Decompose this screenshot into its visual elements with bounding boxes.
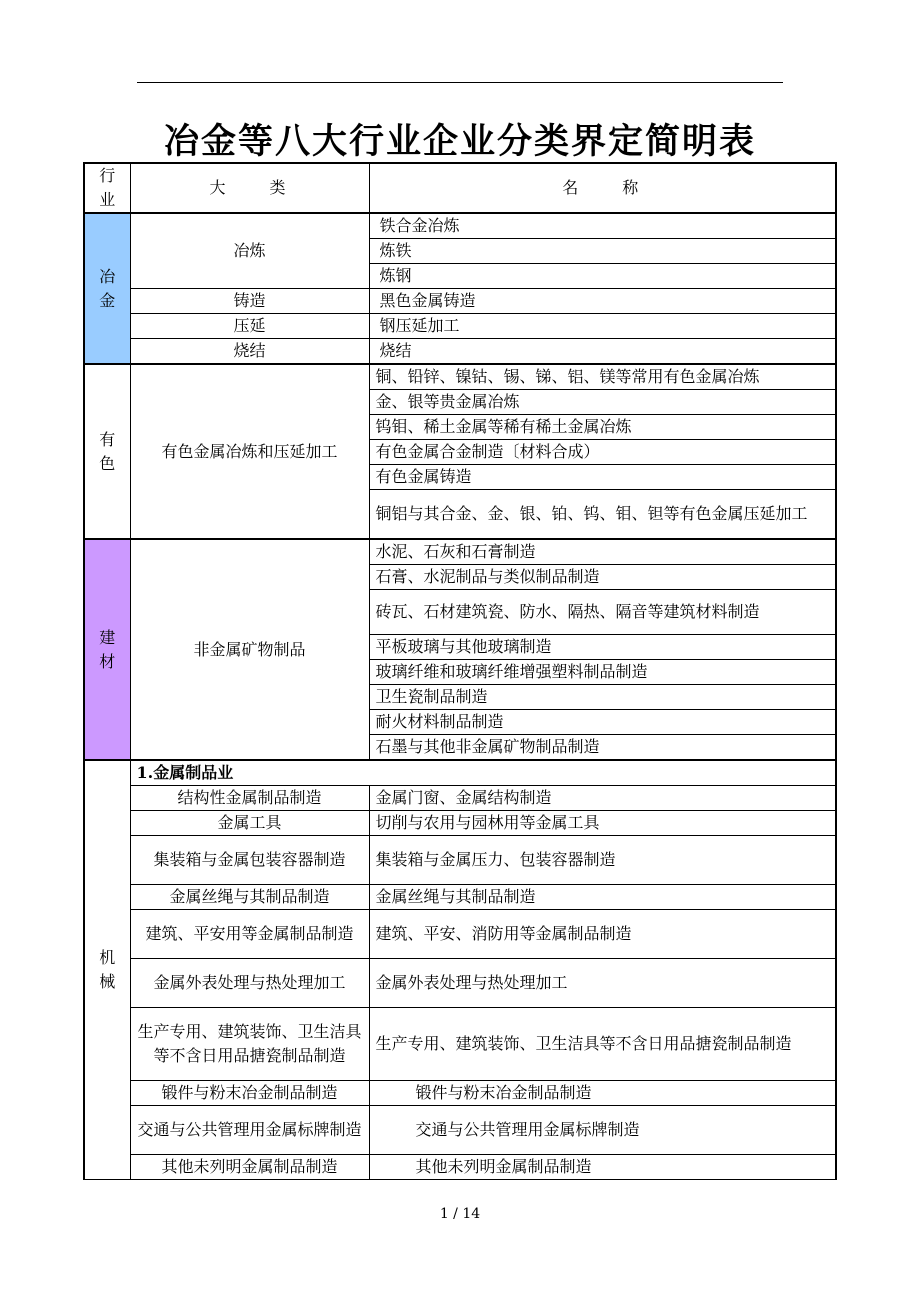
table-row (84, 910, 836, 959)
name-cell: 金属门窗、金属结构制造 (369, 786, 836, 811)
table-row (84, 314, 836, 339)
table-row (84, 1155, 836, 1180)
name-cell: 铜、铅锌、镍钴、锡、锑、铝、镁等常用有色金属冶炼 (369, 364, 836, 390)
table-row (84, 959, 836, 1008)
name-cell: 其他未列明金属制品制造 (369, 1155, 836, 1180)
category-cell: 金属外表处理与热处理加工 (130, 959, 369, 1008)
name-cell: 平板玻璃与其他玻璃制造 (369, 635, 836, 660)
category-cell: 结构性金属制品制造 (130, 786, 369, 811)
header-name: 名 称 (369, 163, 836, 213)
name-cell: 炼钢 (369, 264, 836, 289)
name-cell: 有色金属合金制造〔材料合成） (369, 440, 836, 465)
table-row (84, 811, 836, 836)
category-cell: 生产专用、建筑装饰、卫生洁具等不含日用品搪瓷制品制造 (130, 1008, 369, 1081)
name-cell: 有色金属铸造 (369, 465, 836, 490)
name-cell: 玻璃纤维和玻璃纤维增强塑料制品制造 (369, 660, 836, 685)
name-cell: 金属外表处理与热处理加工 (369, 959, 836, 1008)
table-row (84, 760, 836, 786)
name-cell: 集装箱与金属压力、包装容器制造 (369, 836, 836, 885)
category-cell: 压延 (130, 314, 369, 339)
name-cell: 交通与公共管理用金属标牌制造 (369, 1106, 836, 1155)
name-cell: 铁合金冶炼 (369, 213, 836, 239)
name-cell: 石墨与其他非金属矿物制品制造 (369, 735, 836, 761)
name-cell: 钨钼、稀土金属等稀有稀土金属冶炼 (369, 415, 836, 440)
name-cell: 切削与农用与园林用等金属工具 (369, 811, 836, 836)
table-row (84, 339, 836, 365)
industry-metallurgy: 冶金 (84, 213, 130, 364)
table-row (84, 1106, 836, 1155)
name-cell: 锻件与粉末冶金制品制造 (369, 1081, 836, 1106)
category-cell: 交通与公共管理用金属标牌制造 (130, 1106, 369, 1155)
name-cell: 石膏、水泥制品与类似制品制造 (369, 565, 836, 590)
category-cell: 非金属矿物制品 (130, 539, 369, 760)
category-cell: 有色金属冶炼和压延加工 (130, 364, 369, 539)
category-cell: 其他未列明金属制品制造 (130, 1155, 369, 1180)
name-cell: 砖瓦、石材建筑瓷、防水、隔热、隔音等建筑材料制造 (369, 590, 836, 635)
table-row (84, 1008, 836, 1081)
table-row (84, 364, 836, 390)
table-row (84, 213, 836, 239)
name-cell: 烧结 (369, 339, 836, 365)
table-row (84, 885, 836, 910)
name-cell: 钢压延加工 (369, 314, 836, 339)
table-header-row (84, 163, 836, 213)
name-cell: 生产专用、建筑装饰、卫生洁具等不含日用品搪瓷制品制造 (369, 1008, 836, 1081)
table-row (84, 539, 836, 565)
header-rule (137, 82, 783, 83)
name-cell: 水泥、石灰和石膏制造 (369, 539, 836, 565)
category-cell: 金属工具 (130, 811, 369, 836)
industry-nonferrous: 有色 (84, 364, 130, 539)
table-row (84, 786, 836, 811)
category-cell: 建筑、平安用等金属制品制造 (130, 910, 369, 959)
name-cell: 炼铁 (369, 239, 836, 264)
subheading-metal-products: 1.金属制品业 (130, 760, 836, 786)
table-row (84, 836, 836, 885)
category-cell: 金属丝绳与其制品制造 (130, 885, 369, 910)
category-cell: 锻件与粉末冶金制品制造 (130, 1081, 369, 1106)
name-cell: 卫生瓷制品制造 (369, 685, 836, 710)
category-cell: 集装箱与金属包装容器制造 (130, 836, 369, 885)
name-cell: 建筑、平安、消防用等金属制品制造 (369, 910, 836, 959)
name-cell: 金、银等贵金属冶炼 (369, 390, 836, 415)
header-category: 大 类 (130, 163, 369, 213)
page-title: 冶金等八大行业企业分类界定简明表 (163, 121, 756, 162)
header-industry: 行业 (84, 163, 130, 213)
table-row (84, 1081, 836, 1106)
category-cell: 铸造 (130, 289, 369, 314)
page-number: 1 / 14 (439, 1206, 481, 1222)
industry-building: 建材 (84, 539, 130, 760)
name-cell: 黑色金属铸造 (369, 289, 836, 314)
name-cell: 耐火材料制品制造 (369, 710, 836, 735)
name-cell: 铜铝与其合金、金、银、铂、钨、钼、钽等有色金属压延加工 (369, 490, 836, 540)
name-cell: 金属丝绳与其制品制造 (369, 885, 836, 910)
industry-machinery: 机械 (84, 760, 130, 1180)
category-cell: 烧结 (130, 339, 369, 365)
classification-table (83, 162, 837, 1180)
table-row (84, 289, 836, 314)
category-cell: 冶炼 (130, 213, 369, 289)
